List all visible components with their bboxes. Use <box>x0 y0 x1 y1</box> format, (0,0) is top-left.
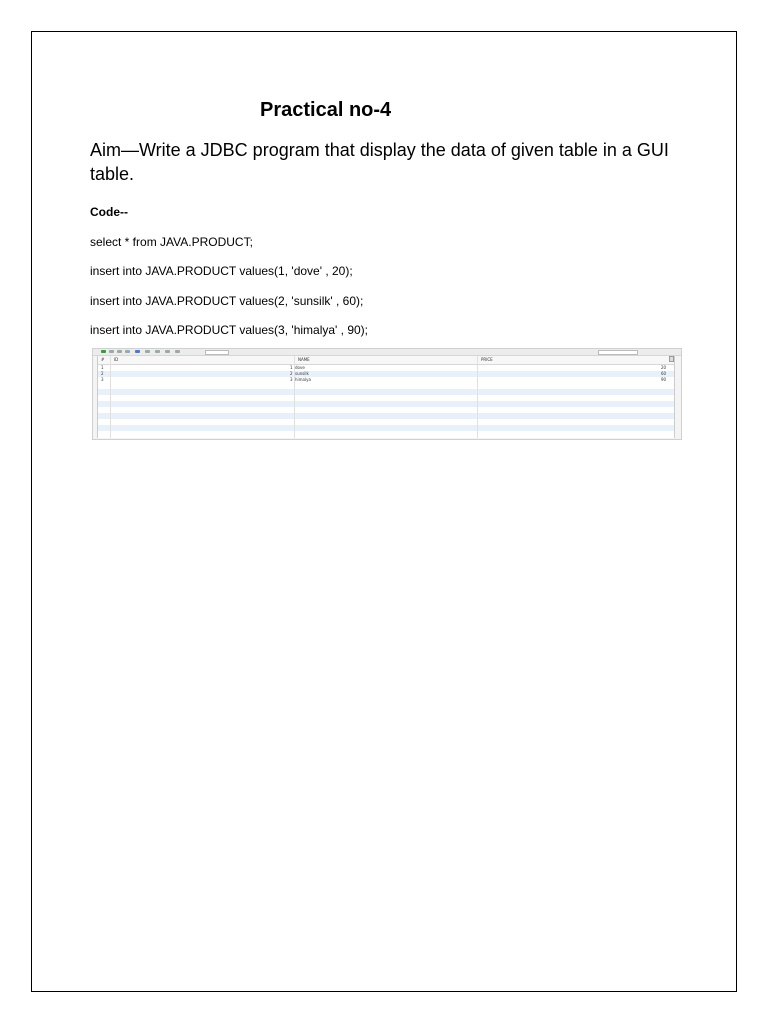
grid-toolbar <box>93 349 681 356</box>
toolbar-icon <box>155 350 160 353</box>
toolbar-icon <box>165 350 170 353</box>
row-number: 1 <box>101 365 104 370</box>
toolbar-icon <box>117 350 122 353</box>
code-line: insert into JAVA.PRODUCT values(1, 'dove' , 20); <box>90 264 353 278</box>
column-divider <box>110 356 111 438</box>
column-header-id: ID <box>114 357 119 362</box>
page-size-field <box>205 350 229 355</box>
toolbar-icon <box>109 350 114 353</box>
aim-line-1: Aim—Write a JDBC program that display the data of given table in a GUI <box>90 140 669 160</box>
cell-id: 1 <box>290 365 293 370</box>
column-header-name: NAME <box>298 357 310 362</box>
row-number: 2 <box>101 371 104 376</box>
run-icon <box>101 350 106 353</box>
column-divider <box>294 356 295 438</box>
column-header-num: # <box>101 357 105 362</box>
matching-rows-field <box>598 350 638 355</box>
table-row <box>98 377 674 383</box>
cell-price: 60 <box>661 371 667 376</box>
result-grid-screenshot <box>92 348 682 440</box>
empty-row <box>98 389 674 395</box>
result-table <box>97 356 675 438</box>
aim-line-2: table. <box>90 164 135 184</box>
empty-row <box>98 425 674 431</box>
code-line: select * from JAVA.PRODUCT; <box>90 235 253 249</box>
toolbar-icon <box>145 350 150 353</box>
toolbar-icon <box>125 350 130 353</box>
cell-price: 90 <box>661 377 667 382</box>
code-line: insert into JAVA.PRODUCT values(3, 'himalya' , 90); <box>90 323 369 337</box>
code-line: insert into JAVA.PRODUCT values(2, 'sunsilk' , 60); <box>90 294 364 308</box>
grid-corner-icon <box>669 356 674 362</box>
toolbar-icon <box>175 350 180 353</box>
empty-row <box>98 413 674 419</box>
page-title: Practical no-4 <box>260 99 392 121</box>
row-number: 3 <box>101 377 104 382</box>
cell-name: sunsilk <box>295 371 309 376</box>
cell-id: 2 <box>290 371 293 376</box>
cell-id: 3 <box>290 377 293 382</box>
aim-paragraph <box>90 138 700 186</box>
code-heading: Code-- <box>90 205 128 219</box>
table-header <box>98 356 674 365</box>
cell-name: himalya <box>295 377 311 382</box>
column-header-price: PRICE <box>481 357 493 362</box>
column-divider <box>477 356 478 438</box>
cell-name: dove <box>295 365 305 370</box>
empty-row <box>98 401 674 407</box>
document-page <box>31 31 737 992</box>
cell-price: 20 <box>661 365 667 370</box>
refresh-icon <box>135 350 140 353</box>
